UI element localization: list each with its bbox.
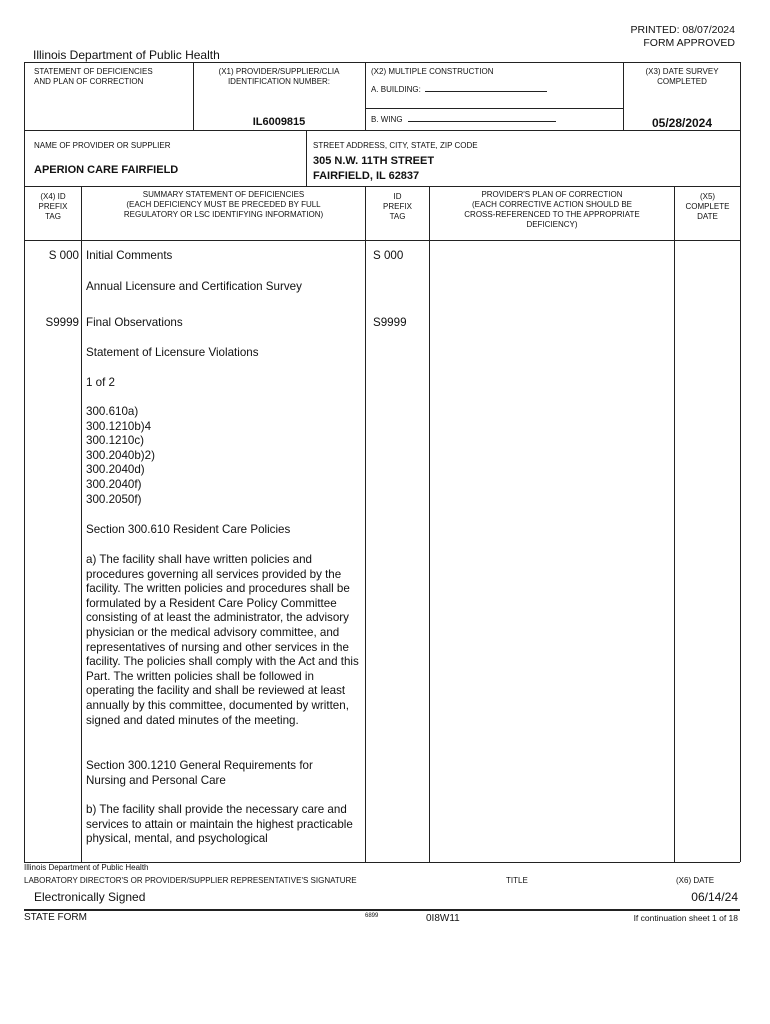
x1-label: (X1) PROVIDER/SUPPLIER/CLIA IDENTIFICATION NUMBER: bbox=[218, 67, 340, 86]
provider-name: APERION CARE FAIRFIELD bbox=[34, 164, 179, 176]
section-1210-heading: Section 300.1210 General Requirements for Nursing and Personal Care bbox=[86, 759, 313, 787]
signature-date: 06/14/24 bbox=[691, 890, 738, 904]
x2-label: (X2) MULTIPLE CONSTRUCTION bbox=[371, 67, 494, 76]
event-id: 0I8W11 bbox=[426, 913, 460, 924]
initial-comments: Initial Comments bbox=[86, 249, 173, 262]
address-label: STREET ADDRESS, CITY, STATE, ZIP CODE bbox=[313, 141, 478, 150]
title-label: TITLE bbox=[506, 876, 528, 885]
section-610-heading: Section 300.610 Resident Care Policies bbox=[86, 523, 291, 536]
form-approved: FORM APPROVED bbox=[643, 37, 735, 49]
x1-value: IL6009815 bbox=[252, 116, 306, 128]
footer-agency: Illinois Department of Public Health bbox=[24, 863, 149, 872]
provider-name-label: NAME OF PROVIDER OR SUPPLIER bbox=[34, 141, 171, 150]
tag-s000: S 000 bbox=[48, 249, 79, 262]
regulation-list: 300.610a) 300.1210b)4 300.1210c) 300.2040b)2) 300.2040d) 300.2040f) 300.2050f) bbox=[86, 405, 155, 506]
paragraph-a: a) The facility shall have written policies and procedures governing all services provided by the facility. The written policies and procedures shall be formulated by a Resident Care Policy Committee consisting of at least the administrator, the advisory physician or the medical advisory committee, and representatives of nursing and other services in the facility. The policies shall comply with the Act and this Part. The written policies shall be followed in operating the facility and shall be reviewed at least annually by this committee, documented by written, signed and dated minutes of the meeting. bbox=[86, 553, 359, 727]
tag-s9999: S9999 bbox=[45, 316, 79, 329]
wing-field bbox=[371, 115, 556, 125]
electronic-signature: Electronically Signed bbox=[34, 890, 146, 904]
address-line1: 305 N.W. 11TH STREET bbox=[313, 155, 435, 167]
printed-date: PRINTED: 08/07/2024 bbox=[630, 24, 735, 36]
one-of-two: 1 of 2 bbox=[86, 376, 116, 389]
x3-value: 05/28/2024 bbox=[651, 116, 713, 130]
col-summary-header: SUMMARY STATEMENT OF DEFICIENCIES (EACH DEFICIENCY MUST BE PRECEDED BY FULL REGULATORY OR LSC IDENTIFYING INFORMATION) bbox=[123, 190, 324, 219]
continuation-sheet: If continuation sheet 1 of 18 bbox=[633, 913, 738, 923]
tag-s000-right: S 000 bbox=[373, 249, 404, 262]
col-id-header: ID PREFIX TAG bbox=[383, 192, 412, 221]
x3-label: (X3) DATE SURVEY COMPLETED bbox=[645, 67, 719, 86]
final-observations: Final Observations bbox=[86, 316, 183, 329]
form-number: 6899 bbox=[365, 913, 379, 919]
address-line2: FAIRFIELD, IL 62837 bbox=[313, 170, 420, 182]
col-x4-header: (X4) ID PREFIX TAG bbox=[38, 192, 68, 221]
col-x5-header: (X5) COMPLETE DATE bbox=[685, 192, 730, 221]
statement-label: STATEMENT OF DEFICIENCIES AND PLAN OF CORRECTION bbox=[34, 67, 153, 86]
building-label: A. BUILDING: bbox=[371, 85, 421, 94]
tag-s9999-right: S9999 bbox=[373, 316, 407, 329]
paragraph-b: b) The facility shall provide the necessary care and services to attain or maintain the highest practicable physical, mental, and psychological bbox=[86, 803, 353, 846]
state-form: STATE FORM bbox=[24, 912, 87, 923]
x6-date-label: (X6) DATE bbox=[676, 876, 715, 885]
signature-label: LABORATORY DIRECTOR'S OR PROVIDER/SUPPLIER REPRESENTATIVE'S SIGNATURE bbox=[24, 876, 357, 885]
agency-title: Illinois Department of Public Health bbox=[33, 48, 220, 62]
annual-survey: Annual Licensure and Certification Survey bbox=[86, 280, 302, 293]
building-field bbox=[371, 85, 547, 95]
statement-violations: Statement of Licensure Violations bbox=[86, 346, 259, 359]
col-plan-header: PROVIDER'S PLAN OF CORRECTION (EACH CORRECTIVE ACTION SHOULD BE CROSS-REFERENCED TO THE APPROPRIATE DEFICIENCY) bbox=[464, 190, 640, 229]
wing-label: B. WING bbox=[371, 115, 403, 124]
